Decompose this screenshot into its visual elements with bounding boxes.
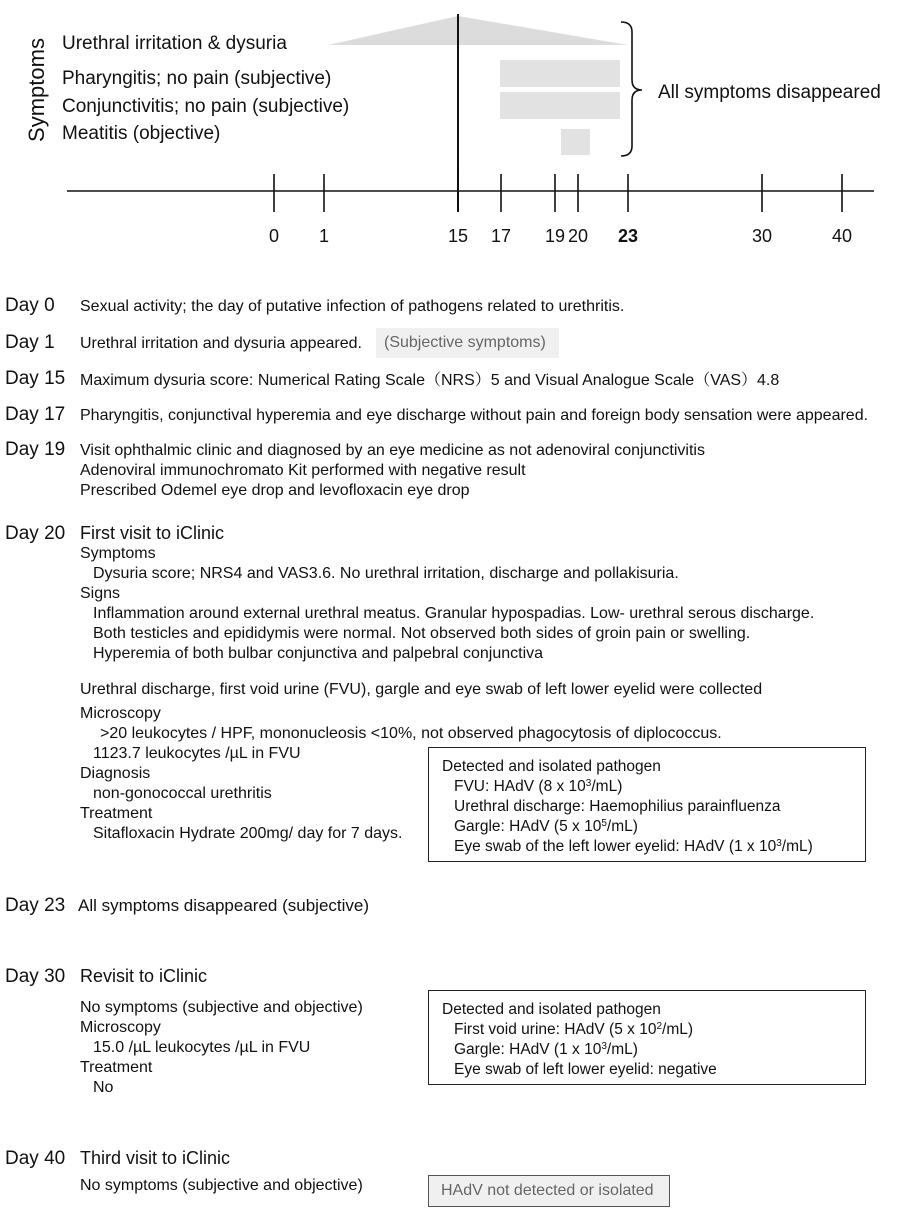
day20-pathogen-gargle: Gargle: HAdV (5 x $10^5/mL$): [454, 818, 638, 835]
symptom-label-urethral: Urethral irritation & dysuria: [62, 33, 287, 54]
day30-pathogen-gargle: Gargle: HAdV (1 x $10^3/mL$): [454, 1041, 638, 1058]
symptom-label-conjunctivitis: Conjunctivitis; no pain (subjective): [62, 96, 350, 117]
tick-label-17: 17: [490, 226, 512, 246]
tick-label-0: 0: [268, 226, 280, 246]
day30-line-1: No symptoms (subjective and objective): [80, 999, 363, 1016]
tick-label-40: 40: [831, 226, 853, 246]
day30-microscopy-label: Microscopy: [80, 1019, 161, 1036]
disappeared-bracket: [621, 22, 642, 156]
subjective-symptoms-tag: (Subjective symptoms): [376, 328, 559, 358]
day20-symptoms-label: Symptoms: [80, 545, 156, 562]
day30-pathogen-title: Detected and isolated pathogen: [442, 1001, 661, 1018]
tick-label-19: 19: [544, 226, 566, 246]
symptom-timeline: [0, 0, 900, 260]
day20-signs-line-3: Hyperemia of both bulbar conjunctiva and palpebral conjunctiva: [93, 645, 544, 662]
dysuria-rise-shape: [328, 16, 458, 45]
day30-microscopy-text: 15.0 /µL leukocytes /µL in FVU: [93, 1039, 311, 1056]
day30-pathogen-box: [428, 990, 866, 1085]
symptom-label-pharyngitis: Pharyngitis; no pain (subjective): [62, 68, 332, 89]
day17-label: Day 17: [5, 404, 66, 425]
day19-label: Day 19: [5, 439, 66, 460]
day19-line-1: Visit ophthalmic clinic and diagnosed by an eye medicine as not adenoviral conjunctivitis: [80, 442, 705, 459]
day20-microscopy-label: Microscopy: [80, 705, 161, 722]
day15-text: Maximum dysuria score: Numerical Rating Scale（NRS）5 and Visual Analogue Scale（VAS）4.8: [80, 372, 780, 389]
day40-label: Day 40: [5, 1148, 66, 1169]
day30-title: Revisit to iClinic: [80, 966, 208, 986]
tick-label-30: 30: [751, 226, 773, 246]
day40-title: Third visit to iClinic: [80, 1148, 231, 1168]
day30-treatment-label: Treatment: [80, 1059, 153, 1076]
day20-microscopy-line-2: 1123.7 leukocytes /µL in FVU: [93, 745, 301, 762]
day20-label: Day 20: [5, 523, 66, 544]
meatitis-bar: [561, 129, 590, 155]
day20-signs-line-2: Both testicles and epididymis were normal. Not observed both sides of groin pain or swelling.: [93, 625, 751, 642]
day20-collected-text: Urethral discharge, first void urine (FVU), gargle and eye swab of left lower eyelid were collected: [80, 681, 763, 698]
day23-label: Day 23: [5, 895, 66, 916]
day20-pathogen-urethral: Urethral discharge: Haemophilius parainfluenza: [454, 798, 781, 815]
day20-pathogen-box: [428, 747, 866, 862]
day0-label: Day 0: [5, 295, 55, 316]
day40-text: No symptoms (subjective and objective): [80, 1177, 363, 1194]
day30-label: Day 30: [5, 966, 66, 987]
day19-line-2: Adenoviral immunochromato Kit performed with negative result: [80, 462, 526, 479]
day20-pathogen-title: Detected and isolated pathogen: [442, 758, 661, 775]
symptoms-axis-title: Symptoms: [24, 38, 49, 142]
bracket-label: All symptoms disappeared: [658, 82, 881, 103]
tick-label-15: 15: [447, 226, 469, 246]
day20-signs-line-1: Inflammation around external urethral meatus. Granular hypospadias. Low- urethral serous discharge.: [93, 605, 815, 622]
day17-text: Pharyngitis, conjunctival hyperemia and eye discharge without pain and foreign body sensation were appeared.: [80, 407, 869, 424]
dysuria-decline-shape: [458, 16, 628, 45]
tick-label-20: 20: [567, 226, 589, 246]
day15-label: Day 15: [5, 368, 66, 389]
pharyngitis-bar: [500, 60, 620, 87]
day20-pathogen-eye: Eye swab of the left lower eyelid: HAdV (1 x $10^3/mL$): [454, 838, 813, 855]
conjunctivitis-bar: [500, 92, 620, 119]
day1-label: Day 1: [5, 332, 55, 353]
day0-text: Sexual activity; the day of putative infection of pathogens related to urethritis.: [80, 298, 625, 315]
day20-symptoms-text: Dysuria score; NRS4 and VAS3.6. No urethral irritation, discharge and pollakisuria.: [93, 565, 679, 582]
day23-text: All symptoms disappeared (subjective): [78, 896, 370, 915]
day30-pathogen-eye: Eye swab of left lower eyelid: negative: [454, 1061, 717, 1078]
day30-treatment-text: No: [93, 1079, 114, 1096]
day20-treatment-label: Treatment: [80, 805, 153, 822]
day1-text: Urethral irritation and dysuria appeared.: [80, 335, 362, 352]
day30-pathogen-fvu: First void urine: HAdV (5 x $10^2/mL$): [454, 1021, 694, 1038]
day20-signs-label: Signs: [80, 585, 121, 602]
day19-line-3: Prescribed Odemel eye drop and levofloxacin eye drop: [80, 482, 470, 499]
day20-title: First visit to iClinic: [80, 523, 225, 543]
tick-label-23: 23: [617, 226, 639, 246]
hadv-not-detected-box: HAdV not detected or isolated: [428, 1175, 670, 1207]
day20-treatment-text: Sitafloxacin Hydrate 200mg/ day for 7 days.: [93, 825, 403, 842]
day20-microscopy-line-1: >20 leukocytes / HPF, mononucleosis <10%, not observed phagocytosis of diplococcus.: [100, 725, 722, 742]
symptom-label-meatitis: Meatitis (objective): [62, 123, 221, 144]
tick-group: [269, 174, 852, 246]
tick-label-1: 1: [318, 226, 330, 246]
day20-pathogen-fvu: FVU: HAdV (8 x $10^3/mL$): [454, 778, 623, 795]
day20-diagnosis-text: non-gonococcal urethritis: [93, 785, 272, 802]
day20-diagnosis-label: Diagnosis: [80, 765, 151, 782]
